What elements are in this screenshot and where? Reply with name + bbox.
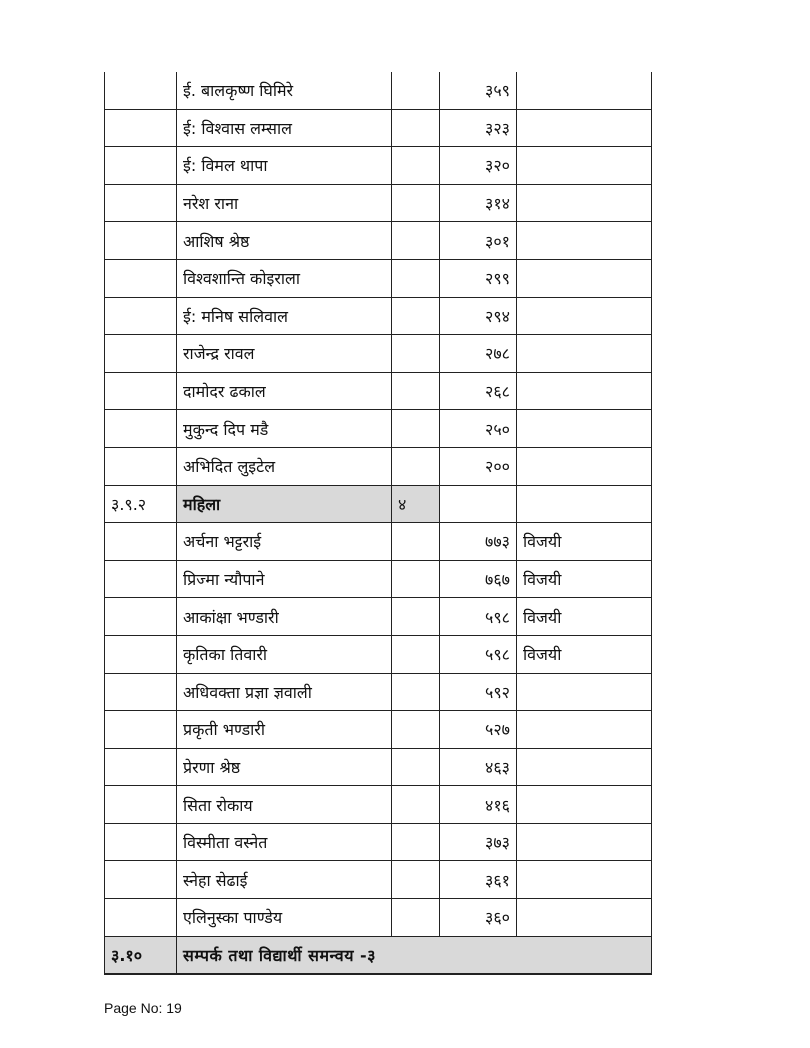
vote-count: ७६७ [440,560,517,598]
vote-count: ३१४ [440,184,517,222]
candidate-name: विश्वशान्ति कोइराला [177,259,392,297]
candidate-row [105,372,652,410]
result-status [517,184,652,222]
serial-cell [105,711,177,749]
candidate-row [105,598,652,636]
result-status [517,222,652,260]
vote-count: २९९ [440,259,517,297]
candidate-row [105,447,652,485]
candidate-row [105,711,652,749]
result-status [517,823,652,861]
vote-count: ३२३ [440,109,517,147]
candidate-name: प्रेरणा श्रेष्ठ [177,748,392,786]
candidate-row [105,673,652,711]
serial-cell [105,523,177,561]
vote-count: ३०१ [440,222,517,260]
seats-cell [392,147,440,185]
heading-title: सम्पर्क तथा विद्यार्थी समन्वय -३ [177,936,652,974]
seats-cell [392,823,440,861]
vote-count: २९४ [440,297,517,335]
seats-cell [392,786,440,824]
seats-cell [392,673,440,711]
seats-cell [392,899,440,937]
candidate-row [105,297,652,335]
results-table [104,72,652,975]
candidate-name: राजेन्द्र रावल [177,335,392,373]
vote-count: ५९२ [440,673,517,711]
candidate-row [105,899,652,937]
vote-count: ५९८ [440,635,517,673]
serial-cell [105,560,177,598]
candidate-row [105,861,652,899]
seats-cell [392,598,440,636]
serial-cell [105,335,177,373]
candidate-name: सिता रोकाय [177,786,392,824]
results-table-body [105,72,652,974]
result-status [517,147,652,185]
serial-cell [105,635,177,673]
result-status [517,335,652,373]
serial-cell [105,748,177,786]
candidate-row [105,523,652,561]
seats-cell [392,222,440,260]
result-status [517,748,652,786]
candidate-name: आशिष श्रेष्ठ [177,222,392,260]
serial-cell [105,72,177,109]
vote-count: २५० [440,410,517,448]
result-status: विजयी [517,635,652,673]
candidate-name: मुकुन्द दिप मडै [177,410,392,448]
vote-count: ५९८ [440,598,517,636]
section-row [105,485,652,523]
result-status [517,447,652,485]
vote-count: ७७३ [440,523,517,561]
seats-cell [392,335,440,373]
seats-cell [392,372,440,410]
candidate-row [105,72,652,109]
candidate-name: ई. बालकृष्ण घिमिरे [177,72,392,109]
serial-cell [105,259,177,297]
candidate-row [105,184,652,222]
serial-cell [105,222,177,260]
candidate-name: स्नेहा सेढाई [177,861,392,899]
result-status [517,72,652,109]
seats-cell [392,861,440,899]
vote-count: २६८ [440,372,517,410]
candidate-name: विस्मीता वस्नेत [177,823,392,861]
section-seats: ४ [392,485,440,523]
candidate-row [105,259,652,297]
vote-count: २७८ [440,335,517,373]
vote-count: ३५९ [440,72,517,109]
result-status [517,711,652,749]
serial-cell [105,823,177,861]
candidate-row [105,560,652,598]
seats-cell [392,748,440,786]
section-title: महिला [177,485,392,523]
candidate-name: ई: मनिष सलिवाल [177,297,392,335]
candidate-name: आकांक्षा भण्डारी [177,598,392,636]
result-status: विजयी [517,523,652,561]
result-status: विजयी [517,598,652,636]
vote-count: ३२० [440,147,517,185]
seats-cell [392,72,440,109]
seats-cell [392,259,440,297]
candidate-name: प्रकृती भण्डारी [177,711,392,749]
candidate-row [105,748,652,786]
candidate-row [105,823,652,861]
result-status [517,372,652,410]
serial-cell [105,899,177,937]
seats-cell [392,560,440,598]
serial-cell [105,297,177,335]
status-cell [517,485,652,523]
candidate-name: दामोदर ढकाल [177,372,392,410]
result-status [517,899,652,937]
candidate-name: कृतिका तिवारी [177,635,392,673]
result-status [517,861,652,899]
candidate-name: अभिदित लुइटेल [177,447,392,485]
candidate-row [105,786,652,824]
serial-cell [105,109,177,147]
serial-cell [105,184,177,222]
candidate-name: अर्चना भट्टराई [177,523,392,561]
candidate-name: नरेश राना [177,184,392,222]
votes-cell [440,485,517,523]
candidate-name: ई: विमल थापा [177,147,392,185]
vote-count: ५२७ [440,711,517,749]
seats-cell [392,711,440,749]
seats-cell [392,410,440,448]
next-section-heading [105,936,652,974]
vote-count: ४६३ [440,748,517,786]
result-status [517,673,652,711]
result-status [517,259,652,297]
seats-cell [392,297,440,335]
seats-cell [392,523,440,561]
vote-count: ३७३ [440,823,517,861]
vote-count: ४१६ [440,786,517,824]
candidate-name: एलिनुस्का पाण्डेय [177,899,392,937]
serial-cell [105,372,177,410]
candidate-row [105,635,652,673]
page-number: Page No: 19 [104,1000,182,1016]
heading-number: ३.१० [105,936,177,974]
serial-cell [105,861,177,899]
section-number: ३.९.२ [105,485,177,523]
result-status [517,786,652,824]
serial-cell [105,673,177,711]
candidate-row [105,410,652,448]
result-status [517,410,652,448]
serial-cell [105,786,177,824]
candidate-name: ई: विश्वास लम्साल [177,109,392,147]
candidate-row [105,222,652,260]
candidate-row [105,109,652,147]
seats-cell [392,184,440,222]
vote-count: ३६० [440,899,517,937]
vote-count: २०० [440,447,517,485]
result-status: विजयी [517,560,652,598]
candidate-name: प्रिज्मा न्यौपाने [177,560,392,598]
seats-cell [392,109,440,147]
serial-cell [105,410,177,448]
result-status [517,109,652,147]
result-status [517,297,652,335]
candidate-row [105,147,652,185]
candidate-name: अधिवक्ता प्रज्ञा ज्ञवाली [177,673,392,711]
serial-cell [105,147,177,185]
seats-cell [392,635,440,673]
serial-cell [105,447,177,485]
candidate-row [105,335,652,373]
vote-count: ३६१ [440,861,517,899]
seats-cell [392,447,440,485]
serial-cell [105,598,177,636]
